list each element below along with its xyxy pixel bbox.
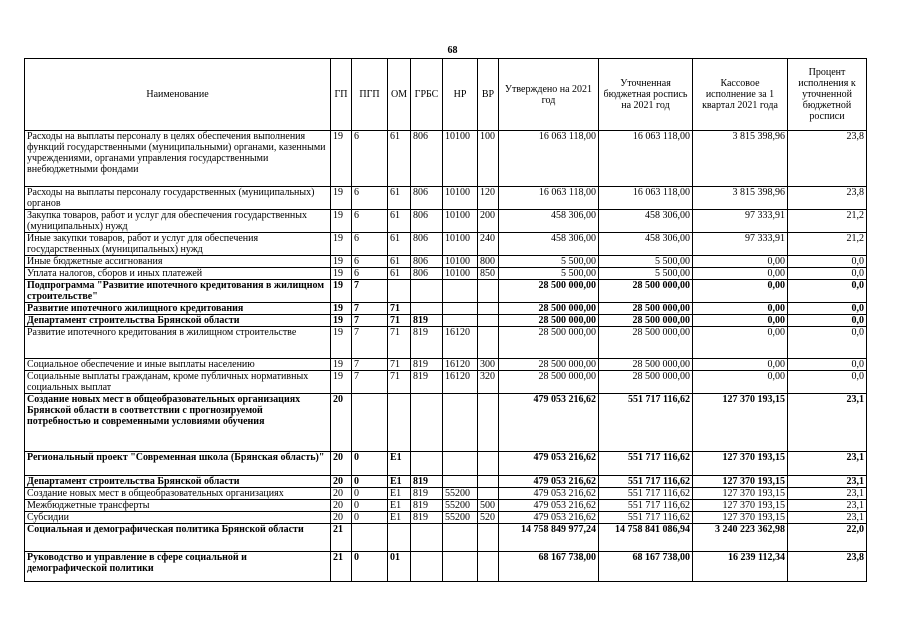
- row-approved: 28 500 000,00: [499, 371, 599, 394]
- row-approved: 28 500 000,00: [499, 280, 599, 303]
- row-vr: [478, 303, 499, 315]
- row-vr: [478, 280, 499, 303]
- row-percent: 23,1: [788, 476, 867, 488]
- row-approved: 68 167 738,00: [499, 552, 599, 582]
- row-grbs: 806: [411, 187, 443, 210]
- row-cash: 0,00: [693, 280, 788, 303]
- row-pgp: [352, 394, 388, 452]
- row-percent: 23,1: [788, 452, 867, 476]
- row-refined: 28 500 000,00: [599, 280, 693, 303]
- row-np: 16120: [443, 371, 478, 394]
- row-approved: 5 500,00: [499, 268, 599, 280]
- row-cash: 0,00: [693, 359, 788, 371]
- row-pgp: 6: [352, 268, 388, 280]
- row-pgp: 7: [352, 280, 388, 303]
- row-om: 01: [388, 552, 411, 582]
- row-np: 10100: [443, 210, 478, 233]
- row-percent: 23,8: [788, 187, 867, 210]
- header-refined: Уточненная бюджетная роспись на 2021 год: [599, 59, 693, 131]
- row-approved: 14 758 849 977,24: [499, 524, 599, 552]
- row-gp: 20: [331, 394, 352, 452]
- row-gp: 21: [331, 524, 352, 552]
- row-om: 61: [388, 233, 411, 256]
- row-percent: 23,1: [788, 488, 867, 500]
- row-grbs: 819: [411, 315, 443, 327]
- row-name: Создание новых мест в общеобразовательных организациях: [25, 488, 331, 500]
- row-grbs: [411, 303, 443, 315]
- row-gp: 19: [331, 131, 352, 187]
- row-percent: 0,0: [788, 327, 867, 359]
- row-cash: 0,00: [693, 315, 788, 327]
- budget-table: [24, 58, 867, 582]
- row-vr: [478, 524, 499, 552]
- row-np: [443, 524, 478, 552]
- table-row: [25, 256, 867, 268]
- row-om: Е1: [388, 452, 411, 476]
- row-refined: 28 500 000,00: [599, 315, 693, 327]
- row-vr: 100: [478, 131, 499, 187]
- row-vr: 300: [478, 359, 499, 371]
- table-row: [25, 315, 867, 327]
- row-grbs: 819: [411, 476, 443, 488]
- table-row: [25, 371, 867, 394]
- row-percent: 23,1: [788, 512, 867, 524]
- row-vr: 850: [478, 268, 499, 280]
- row-refined: 458 306,00: [599, 233, 693, 256]
- row-gp: 19: [331, 359, 352, 371]
- row-name: Создание новых мест в общеобразовательных организациях Брянской области в соответствии с прогнозируемой потребностью и современными условиями обучения: [25, 394, 331, 452]
- row-pgp: 6: [352, 210, 388, 233]
- row-grbs: [411, 524, 443, 552]
- header-grbs: ГРБС: [411, 59, 443, 131]
- row-np: 16120: [443, 359, 478, 371]
- row-grbs: 806: [411, 233, 443, 256]
- row-refined: 551 717 116,62: [599, 476, 693, 488]
- row-name: Социальные выплаты гражданам, кроме публичных нормативных социальных выплат: [25, 371, 331, 394]
- row-np: [443, 394, 478, 452]
- row-gp: 20: [331, 488, 352, 500]
- row-percent: 0,0: [788, 359, 867, 371]
- row-vr: 520: [478, 512, 499, 524]
- row-vr: [478, 476, 499, 488]
- row-refined: 458 306,00: [599, 210, 693, 233]
- row-approved: 16 063 118,00: [499, 131, 599, 187]
- row-name: Руководство и управление в сфере социальной и демографической политики: [25, 552, 331, 582]
- row-gp: 19: [331, 233, 352, 256]
- row-cash: 97 333,91: [693, 233, 788, 256]
- row-percent: 22,0: [788, 524, 867, 552]
- row-pgp: 7: [352, 327, 388, 359]
- row-grbs: 819: [411, 512, 443, 524]
- row-name: Развитие ипотечного кредитования в жилищном строительстве: [25, 327, 331, 359]
- row-pgp: 0: [352, 488, 388, 500]
- row-gp: 19: [331, 371, 352, 394]
- row-refined: 68 167 738,00: [599, 552, 693, 582]
- table-row: [25, 452, 867, 476]
- row-cash: 0,00: [693, 268, 788, 280]
- row-cash: 97 333,91: [693, 210, 788, 233]
- table-row: [25, 524, 867, 552]
- row-name: Социальная и демографическая политика Брянской области: [25, 524, 331, 552]
- row-name: Закупка товаров, работ и услуг для обеспечения государственных (муниципальных) нужд: [25, 210, 331, 233]
- row-gp: 21: [331, 552, 352, 582]
- row-approved: 28 500 000,00: [499, 327, 599, 359]
- row-refined: 14 758 841 086,94: [599, 524, 693, 552]
- row-refined: 551 717 116,62: [599, 394, 693, 452]
- row-cash: 127 370 193,15: [693, 476, 788, 488]
- table-row: [25, 280, 867, 303]
- row-name: Департамент строительства Брянской области: [25, 476, 331, 488]
- row-grbs: 806: [411, 131, 443, 187]
- row-cash: 3 240 223 362,98: [693, 524, 788, 552]
- row-grbs: 819: [411, 500, 443, 512]
- row-np: [443, 315, 478, 327]
- row-gp: 19: [331, 210, 352, 233]
- header-name: Наименование: [25, 59, 331, 131]
- row-om: [388, 394, 411, 452]
- row-om: Е1: [388, 476, 411, 488]
- row-grbs: 806: [411, 268, 443, 280]
- row-refined: 5 500,00: [599, 268, 693, 280]
- row-cash: 0,00: [693, 371, 788, 394]
- row-percent: 0,0: [788, 256, 867, 268]
- row-om: 71: [388, 327, 411, 359]
- row-cash: 3 815 398,96: [693, 131, 788, 187]
- row-pgp: 7: [352, 315, 388, 327]
- row-vr: [478, 552, 499, 582]
- row-name: Иные бюджетные ассигнования: [25, 256, 331, 268]
- row-percent: 0,0: [788, 315, 867, 327]
- row-grbs: 806: [411, 210, 443, 233]
- row-gp: 20: [331, 476, 352, 488]
- row-percent: 23,1: [788, 394, 867, 452]
- row-pgp: 0: [352, 552, 388, 582]
- row-np: 55200: [443, 500, 478, 512]
- row-name: Подпрограмма "Развитие ипотечного кредитования в жилищном строительстве": [25, 280, 331, 303]
- row-percent: 0,0: [788, 303, 867, 315]
- row-cash: 127 370 193,15: [693, 488, 788, 500]
- row-name: Департамент строительства Брянской области: [25, 315, 331, 327]
- row-grbs: 819: [411, 488, 443, 500]
- row-name: Субсидии: [25, 512, 331, 524]
- row-percent: 23,1: [788, 500, 867, 512]
- row-approved: 458 306,00: [499, 233, 599, 256]
- row-name: Уплата налогов, сборов и иных платежей: [25, 268, 331, 280]
- header-np: НР: [443, 59, 478, 131]
- row-np: [443, 303, 478, 315]
- table-row: [25, 552, 867, 582]
- row-gp: 19: [331, 256, 352, 268]
- row-approved: 28 500 000,00: [499, 303, 599, 315]
- row-approved: 28 500 000,00: [499, 359, 599, 371]
- table-row: [25, 359, 867, 371]
- row-gp: 19: [331, 187, 352, 210]
- row-pgp: 6: [352, 233, 388, 256]
- row-percent: 21,2: [788, 210, 867, 233]
- row-percent: 0,0: [788, 268, 867, 280]
- row-cash: 0,00: [693, 303, 788, 315]
- row-om: Е1: [388, 500, 411, 512]
- row-percent: 0,0: [788, 371, 867, 394]
- row-om: 61: [388, 268, 411, 280]
- row-refined: 28 500 000,00: [599, 327, 693, 359]
- header-cash: Кассовое исполнение за 1 квартал 2021 года: [693, 59, 788, 131]
- table-row: [25, 187, 867, 210]
- row-pgp: [352, 524, 388, 552]
- row-pgp: 6: [352, 131, 388, 187]
- row-name: Иные закупки товаров, работ и услуг для обеспечения государственных (муниципальных) нужд: [25, 233, 331, 256]
- header-row: [25, 59, 867, 131]
- row-om: Е1: [388, 512, 411, 524]
- row-om: [388, 280, 411, 303]
- row-om: 61: [388, 187, 411, 210]
- row-percent: 0,0: [788, 280, 867, 303]
- row-om: 71: [388, 315, 411, 327]
- row-approved: 28 500 000,00: [499, 315, 599, 327]
- row-np: [443, 552, 478, 582]
- row-om: 71: [388, 303, 411, 315]
- row-grbs: [411, 280, 443, 303]
- row-vr: [478, 327, 499, 359]
- row-name: Развитие ипотечного жилищного кредитования: [25, 303, 331, 315]
- row-name: Межбюджетные трансферты: [25, 500, 331, 512]
- table-row: [25, 233, 867, 256]
- row-refined: 16 063 118,00: [599, 131, 693, 187]
- row-np: 10100: [443, 233, 478, 256]
- row-pgp: 7: [352, 371, 388, 394]
- row-gp: 20: [331, 452, 352, 476]
- row-percent: 21,2: [788, 233, 867, 256]
- row-approved: 479 053 216,62: [499, 452, 599, 476]
- row-vr: [478, 394, 499, 452]
- row-np: 55200: [443, 488, 478, 500]
- row-gp: 20: [331, 512, 352, 524]
- row-vr: [478, 315, 499, 327]
- table-row: [25, 131, 867, 187]
- table-row: [25, 394, 867, 452]
- row-vr: 320: [478, 371, 499, 394]
- row-refined: 551 717 116,62: [599, 512, 693, 524]
- row-grbs: [411, 394, 443, 452]
- row-gp: 19: [331, 303, 352, 315]
- row-np: 55200: [443, 512, 478, 524]
- row-refined: 551 717 116,62: [599, 488, 693, 500]
- row-name: Расходы на выплаты персоналу в целях обеспечения выполнения функций государственными (муниципальными) органами, казенными учреждениями, органами управления государственными внебюджетными фондами: [25, 131, 331, 187]
- table-row: [25, 303, 867, 315]
- row-percent: 23,8: [788, 131, 867, 187]
- row-cash: 127 370 193,15: [693, 394, 788, 452]
- row-percent: 23,8: [788, 552, 867, 582]
- row-np: [443, 476, 478, 488]
- table-row: [25, 476, 867, 488]
- row-cash: 16 239 112,34: [693, 552, 788, 582]
- row-np: 16120: [443, 327, 478, 359]
- row-gp: 20: [331, 500, 352, 512]
- row-om: [388, 524, 411, 552]
- header-pgp: ПГП: [352, 59, 388, 131]
- row-gp: 19: [331, 327, 352, 359]
- row-gp: 19: [331, 280, 352, 303]
- row-np: 10100: [443, 268, 478, 280]
- row-np: 10100: [443, 131, 478, 187]
- row-pgp: 7: [352, 303, 388, 315]
- row-vr: 500: [478, 500, 499, 512]
- row-approved: 5 500,00: [499, 256, 599, 268]
- row-grbs: [411, 552, 443, 582]
- row-pgp: 0: [352, 452, 388, 476]
- row-name: Расходы на выплаты персоналу государственных (муниципальных) органов: [25, 187, 331, 210]
- row-approved: 479 053 216,62: [499, 476, 599, 488]
- row-pgp: 0: [352, 512, 388, 524]
- row-pgp: 0: [352, 476, 388, 488]
- row-np: 10100: [443, 187, 478, 210]
- row-refined: 16 063 118,00: [599, 187, 693, 210]
- row-np: [443, 452, 478, 476]
- row-om: 71: [388, 359, 411, 371]
- row-vr: 800: [478, 256, 499, 268]
- table-row: [25, 488, 867, 500]
- row-om: Е1: [388, 488, 411, 500]
- row-cash: 127 370 193,15: [693, 452, 788, 476]
- header-approved: Утверждено на 2021 год: [499, 59, 599, 131]
- header-om: ОМ: [388, 59, 411, 131]
- row-refined: 28 500 000,00: [599, 303, 693, 315]
- row-refined: 551 717 116,62: [599, 500, 693, 512]
- row-grbs: 819: [411, 327, 443, 359]
- row-vr: [478, 488, 499, 500]
- row-grbs: 806: [411, 256, 443, 268]
- row-refined: 28 500 000,00: [599, 371, 693, 394]
- row-pgp: 7: [352, 359, 388, 371]
- page-number: 68: [447, 45, 458, 56]
- row-cash: 0,00: [693, 256, 788, 268]
- row-pgp: 6: [352, 256, 388, 268]
- row-vr: 240: [478, 233, 499, 256]
- table-body: [25, 131, 867, 582]
- row-approved: 479 053 216,62: [499, 394, 599, 452]
- header-vr: ВР: [478, 59, 499, 131]
- row-om: 71: [388, 371, 411, 394]
- row-pgp: 6: [352, 187, 388, 210]
- table-row: [25, 500, 867, 512]
- row-gp: 19: [331, 315, 352, 327]
- row-grbs: 819: [411, 359, 443, 371]
- table-row: [25, 268, 867, 280]
- header-percent: Процент исполнения к уточненной бюджетной росписи: [788, 59, 867, 131]
- row-cash: 127 370 193,15: [693, 512, 788, 524]
- row-grbs: 819: [411, 371, 443, 394]
- table-row: [25, 327, 867, 359]
- table-row: [25, 210, 867, 233]
- row-np: 10100: [443, 256, 478, 268]
- row-vr: 200: [478, 210, 499, 233]
- row-om: 61: [388, 210, 411, 233]
- table-row: [25, 512, 867, 524]
- row-refined: 28 500 000,00: [599, 359, 693, 371]
- row-approved: 479 053 216,62: [499, 512, 599, 524]
- header-gp: ГП: [331, 59, 352, 131]
- row-name: Социальное обеспечение и иные выплаты населению: [25, 359, 331, 371]
- row-approved: 458 306,00: [499, 210, 599, 233]
- row-grbs: [411, 452, 443, 476]
- row-approved: 479 053 216,62: [499, 500, 599, 512]
- row-cash: 127 370 193,15: [693, 500, 788, 512]
- row-vr: [478, 452, 499, 476]
- row-cash: 3 815 398,96: [693, 187, 788, 210]
- row-cash: 0,00: [693, 327, 788, 359]
- row-refined: 551 717 116,62: [599, 452, 693, 476]
- row-approved: 16 063 118,00: [499, 187, 599, 210]
- row-refined: 5 500,00: [599, 256, 693, 268]
- row-gp: 19: [331, 268, 352, 280]
- row-np: [443, 280, 478, 303]
- row-name: Региональный проект "Современная школа (Брянская область)": [25, 452, 331, 476]
- row-vr: 120: [478, 187, 499, 210]
- row-om: 61: [388, 131, 411, 187]
- row-pgp: 0: [352, 500, 388, 512]
- row-approved: 479 053 216,62: [499, 488, 599, 500]
- row-om: 61: [388, 256, 411, 268]
